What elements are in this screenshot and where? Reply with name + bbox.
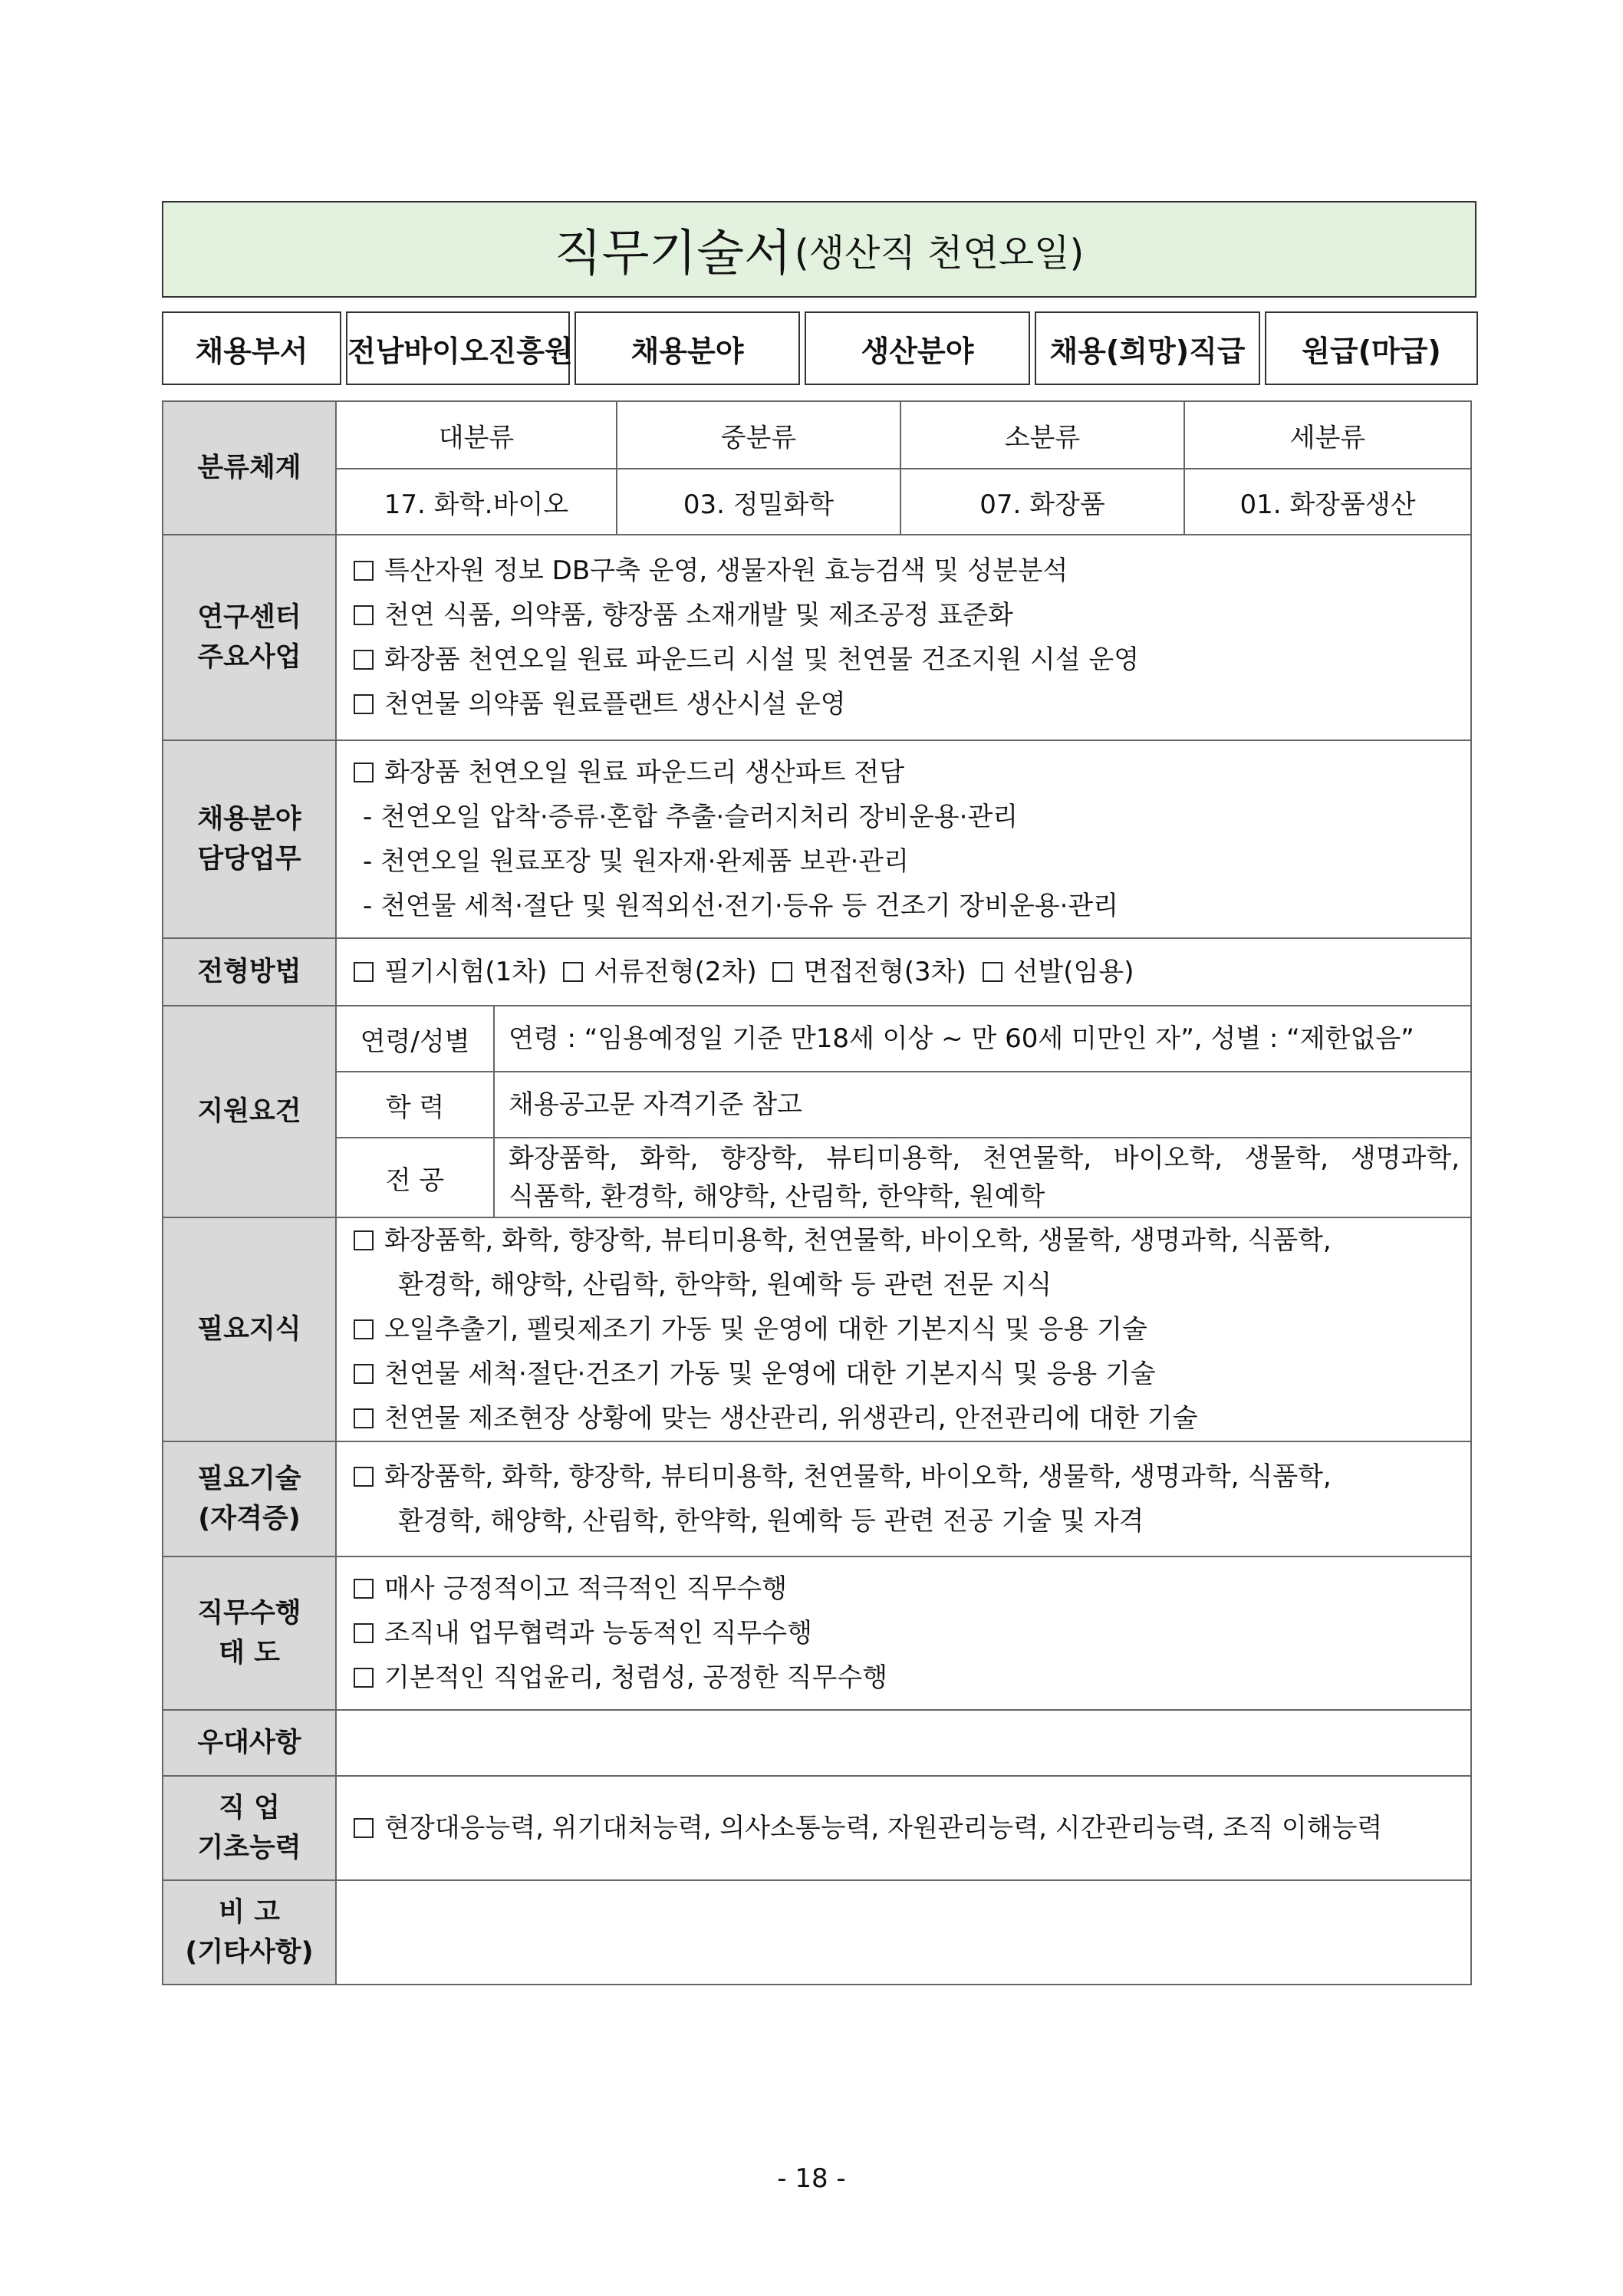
checkbox-icon [354, 1408, 374, 1428]
list-item: 특산자원 정보 DB구축 운영, 생물자원 효능검색 및 성분분석 [354, 548, 1460, 593]
checkbox-icon [354, 605, 374, 625]
skills-label: 필요기술 (자격증) [163, 1441, 336, 1556]
checkbox-icon [354, 1230, 374, 1250]
checkbox-icon [354, 650, 374, 670]
list-item: 천연물 의약품 원료플랜트 생산시설 운영 [354, 682, 1460, 726]
list-item: 화장품 천연오일 원료 파운드리 생산파트 전담 [354, 750, 1460, 795]
list-item: 조직내 업무협력과 능동적인 직무수행 [354, 1611, 1460, 1655]
checkbox-icon [354, 1668, 374, 1688]
remarks-value [336, 1880, 1471, 1985]
document-title: 직무기술서 [554, 226, 792, 282]
major-value: 화장품학, 화학, 향장학, 뷰티미용학, 천연물학, 바이오학, 생물학, 생명과학, 식품학, 환경학, 해양학, 산림학, 한약학, 원예학 [494, 1138, 1471, 1217]
checkbox-icon [354, 1623, 374, 1643]
grade-value: 원급(마급) [1266, 312, 1477, 384]
class-value-detail: 01. 화장품생산 [1184, 469, 1471, 535]
document-subtitle: (생산직 천연오일) [794, 231, 1085, 275]
list-item: 화장품학, 화학, 향장학, 뷰티미용학, 천연물학, 바이오학, 생물학, 생명과학, 식품학, [354, 1454, 1460, 1499]
list-item: 기본적인 직업윤리, 청렴성, 공정한 직무수행 [354, 1655, 1460, 1700]
preference-label: 우대사항 [163, 1710, 336, 1776]
checkbox-icon [354, 1364, 374, 1384]
list-item: 화장품 천연오일 원료 파운드리 시설 및 천연물 건조지원 시설 운영 [354, 637, 1460, 682]
list-item: 오일추출기, 펠릿제조기 가동 및 운영에 대한 기본지식 및 응용 기술 [354, 1307, 1460, 1352]
checkbox-icon [983, 962, 1002, 982]
basic-ability-label: 직 업 기초능력 [163, 1776, 336, 1880]
major-label: 전 공 [336, 1138, 494, 1217]
education-label: 학 력 [336, 1072, 494, 1138]
attitude-label: 직무수행 태 도 [163, 1556, 336, 1710]
class-header-middle: 중분류 [617, 401, 900, 469]
research-items [336, 535, 1471, 740]
checkbox-icon [354, 694, 374, 714]
preference-value [336, 1710, 1471, 1776]
knowledge-label: 필요지식 [163, 1217, 336, 1441]
selection-step: 필기시험(1차) [384, 957, 548, 987]
list-item: - 천연오일 원료포장 및 원자재·완제품 보관·관리 [363, 846, 909, 877]
class-value-minor: 07. 화장품 [900, 469, 1184, 535]
research-label: 연구센터 주요사업 [163, 535, 336, 740]
checkbox-icon [354, 561, 374, 581]
selection-steps [336, 938, 1471, 1006]
requirements-label: 지원요건 [163, 1006, 336, 1217]
field-value: 생산분야 [805, 312, 1029, 384]
classification-label: 분류체계 [163, 401, 336, 535]
duties-items [336, 740, 1471, 938]
checkbox-icon [354, 1467, 374, 1487]
field-label: 채용분야 [575, 312, 799, 384]
class-value-major: 17. 화학․바이오 [336, 469, 617, 535]
basic-ability-value [336, 1776, 1471, 1880]
selection-step: 선발(임용) [1012, 957, 1134, 987]
list-item: 화장품학, 화학, 향장학, 뷰티미용학, 천연물학, 바이오학, 생물학, 생명과학, 식품학, [354, 1218, 1460, 1263]
page-number: - 18 - [777, 2163, 846, 2194]
attitude-items [336, 1556, 1471, 1710]
education-value: 채용공고문 자격기준 참고 [494, 1072, 1471, 1138]
dept-value: 전남바이오진흥원 [347, 312, 569, 384]
document-title-box [162, 201, 1477, 298]
list-item: 천연 식품, 의약품, 향장품 소재개발 및 제조공정 표준화 [354, 593, 1460, 637]
selection-step: 서류전형(2차) [594, 957, 757, 987]
job-description-table [162, 400, 1472, 1985]
checkbox-icon [354, 962, 374, 982]
list-item: - 천연오일 압착·증류·혼합 추출·슬러지처리 장비운용·관리 [363, 802, 1019, 832]
class-header-minor: 소분류 [900, 401, 1184, 469]
age-label: 연령/성별 [336, 1006, 494, 1072]
class-value-middle: 03. 정밀화학 [617, 469, 900, 535]
list-item: - 천연물 세척·절단 및 원적외선·전기·등유 등 건조기 장비운용·관리 [363, 891, 1119, 921]
class-header-detail: 세분류 [1184, 401, 1471, 469]
list-item: 현장대응능력, 위기대처능력, 의사소통능력, 자원관리능력, 시간관리능력, 조직 이해능력 [354, 1806, 1460, 1850]
list-item: 천연물 제조현장 상황에 맞는 생산관리, 위생관리, 안전관리에 대한 기술 [354, 1396, 1460, 1441]
knowledge-items: 화장품학, 화학, 향장학, 뷰티미용학, 천연물학, 바이오학, 생물학, 생명과학, 식품학, 환경학, 해양학, 산림학, 한약학, 원예학 등 관련 전문 지식 오일추출기, 펠릿제조기 가동 및 운영에 대한 기본지식 및 응용 기술 천연물 세척·절단·건조기 가동 및 운영에 대한 기본지식 및 응용 기술 천연물 제조현장 상황에 맞는 생산관리, 위생관리, 안전관리에 대한 기술 [336, 1217, 1471, 1441]
duties-label: 채용분야 담당업무 [163, 740, 336, 938]
checkbox-icon [772, 962, 792, 982]
grade-label: 채용(희망)직급 [1035, 312, 1259, 384]
checkbox-icon [354, 1818, 374, 1838]
selection-label: 전형방법 [163, 938, 336, 1006]
list-item: 매사 긍정적이고 적극적인 직무수행 [354, 1566, 1460, 1611]
list-item: 천연물 세척·절단·건조기 가동 및 운영에 대한 기본지식 및 응용 기술 [354, 1352, 1460, 1396]
selection-step: 면접전형(3차) [803, 957, 966, 987]
remarks-label: 비 고 (기타사항) [163, 1880, 336, 1985]
checkbox-icon [354, 763, 374, 782]
skills-items: 화장품학, 화학, 향장학, 뷰티미용학, 천연물학, 바이오학, 생물학, 생명과학, 식품학, 환경학, 해양학, 산림학, 한약학, 원예학 등 관련 전공 기술 및 자격 [336, 1441, 1471, 1556]
checkbox-icon [354, 1579, 374, 1599]
checkbox-icon [563, 962, 583, 982]
age-value: 연령 : “임용예정일 기준 만18세 이상 ~ 만 60세 미만인 자”, 성별 : “제한없음” [494, 1006, 1471, 1072]
dept-label: 채용부서 [163, 312, 341, 384]
class-header-major: 대분류 [336, 401, 617, 469]
recruit-header-table [162, 311, 1478, 385]
checkbox-icon [354, 1319, 374, 1339]
